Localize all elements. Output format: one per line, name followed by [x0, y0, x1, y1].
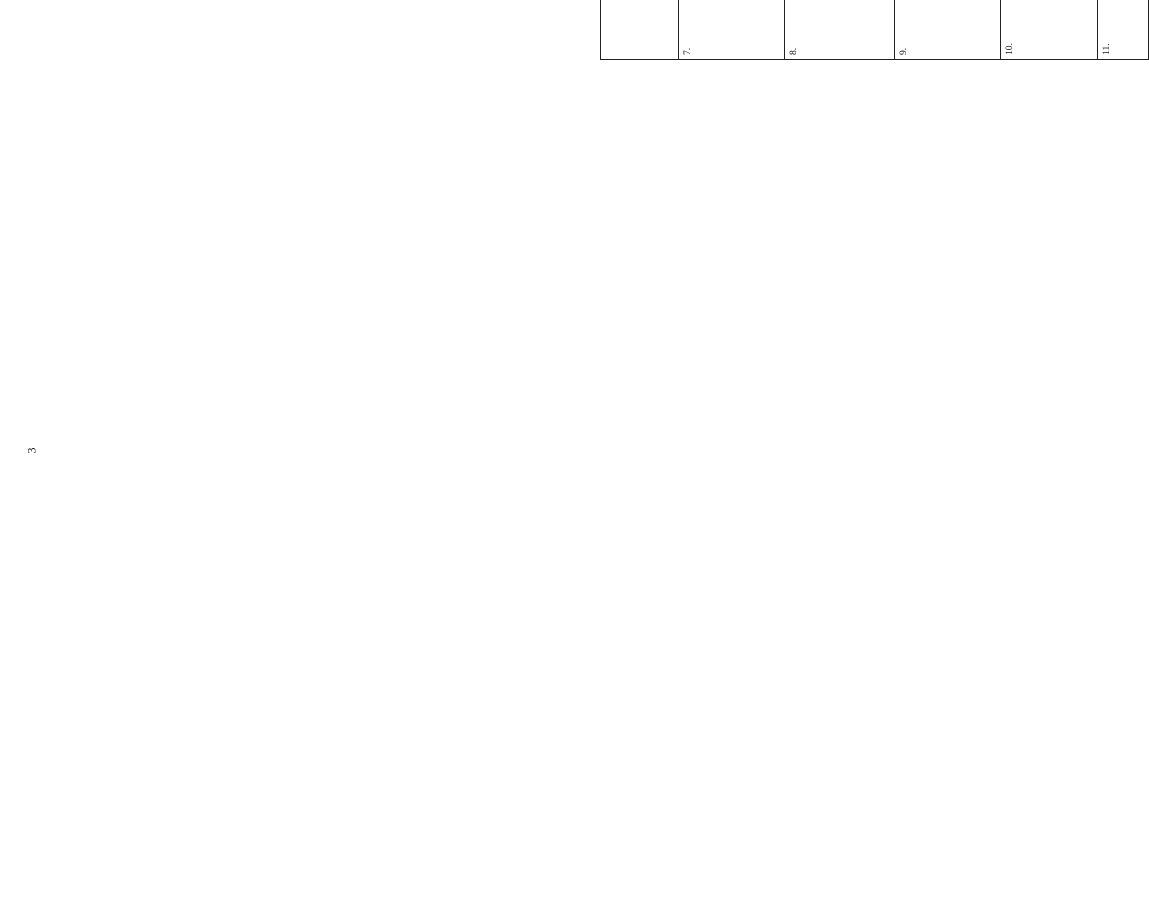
table-row: [601, 0, 679, 60]
row-number: 9.: [895, 0, 1001, 60]
table-row: [785, 0, 895, 60]
row-number: 10.: [1001, 0, 1098, 60]
row-number: 11.: [1098, 0, 1149, 60]
page-number: 3: [24, 447, 39, 454]
rotated-table-container: [600, 0, 1148, 60]
row-number: 7.: [679, 0, 785, 60]
measures-table: [600, 0, 1149, 60]
table-row: [895, 0, 1001, 60]
measures-table-body: [601, 0, 1149, 60]
table-row: [1001, 0, 1098, 60]
row-number: 8.: [785, 0, 895, 60]
row-number: [601, 0, 679, 60]
table-row: [679, 0, 785, 60]
table-row: [1098, 0, 1149, 60]
